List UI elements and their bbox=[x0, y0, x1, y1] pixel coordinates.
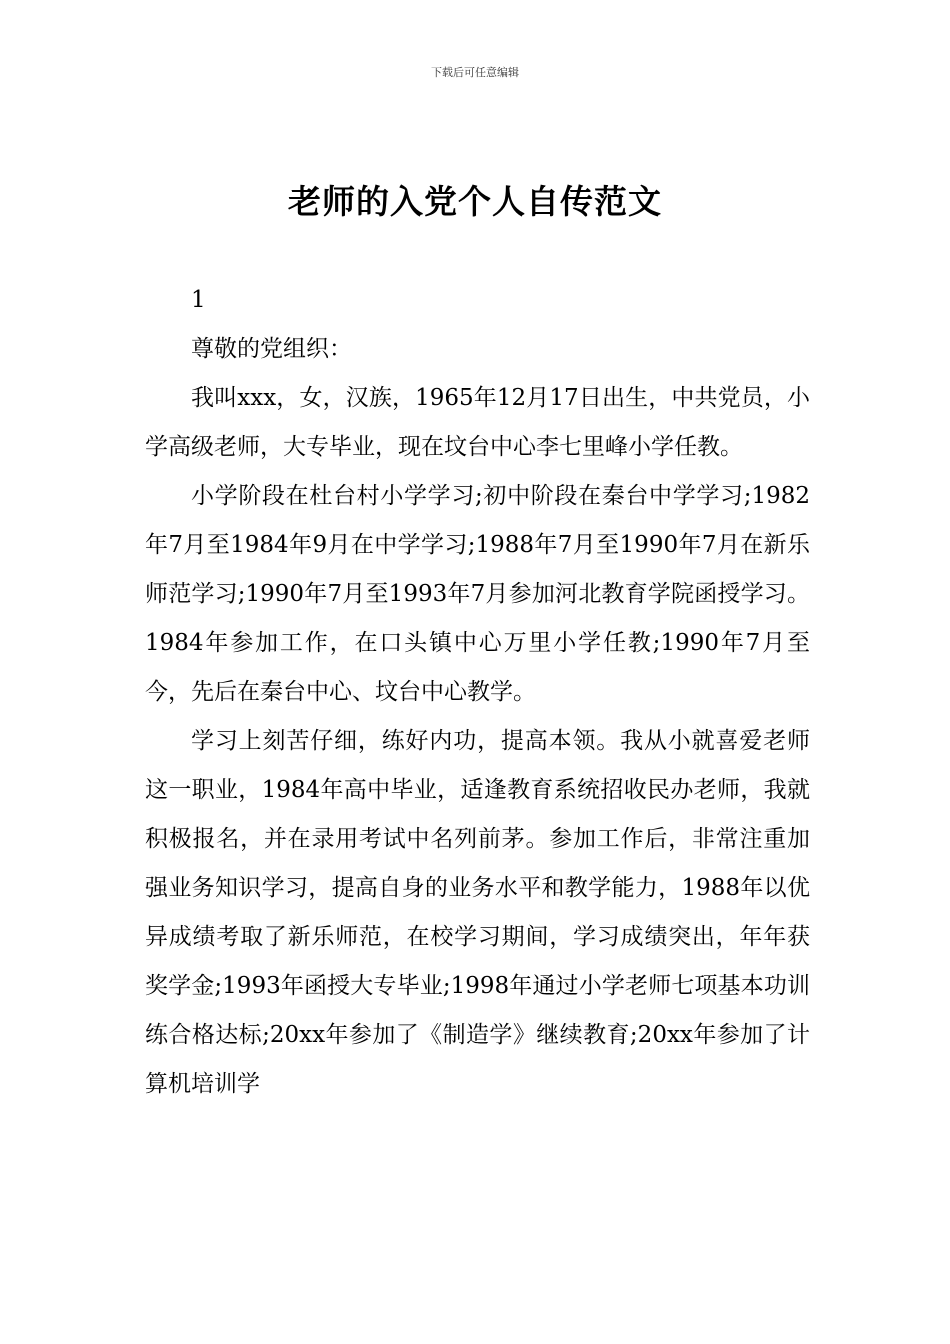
paragraph-study-and-work: 学习上刻苦仔细，练好内功，提高本领。我从小就喜爱老师这一职业，1984年高中毕业，适逢教育系统招收民办老师，我就积极报名，并在录用考试中名列前茅。参加工作后，非常注重加强业务知识学习，提高自身的业务水平和教学能力，1988年以优异成绩考取了新乐师范，在校学习期间，学习成绩突出，年年获奖学金;1993年函授大专毕业;1998年通过小学老师七项基本功训练合格达标;20xx年参加了《制造学》继续教育;20xx年参加了计算机培训学 bbox=[145, 728, 810, 1097]
document-title: 老师的入党个人自传范文 bbox=[288, 182, 662, 221]
document-body bbox=[145, 276, 810, 1109]
paragraph-education-history: 小学阶段在杜台村小学学习;初中阶段在秦台中学学习;1982年7月至1984年9月在中学学习;1988年7月至1990年7月在新乐师范学习;1990年7月至1993年7月参加河北教育学院函授学习。1984年参加工作，在口头镇中心万里小学任教;1990年7月至今，先后在秦台中心、坟台中心教学。 bbox=[145, 483, 810, 705]
paragraph-introduction: 我叫xxx，女，汉族，1965年12月17日出生，中共党员，小学高级老师，大专毕业，现在坟台中心李七里峰小学任教。 bbox=[145, 385, 810, 460]
paragraph-salutation: 尊敬的党组织： bbox=[191, 336, 352, 362]
paragraph-number: 1 bbox=[191, 287, 206, 313]
header-note: 下载后可任意编辑 bbox=[431, 66, 519, 79]
